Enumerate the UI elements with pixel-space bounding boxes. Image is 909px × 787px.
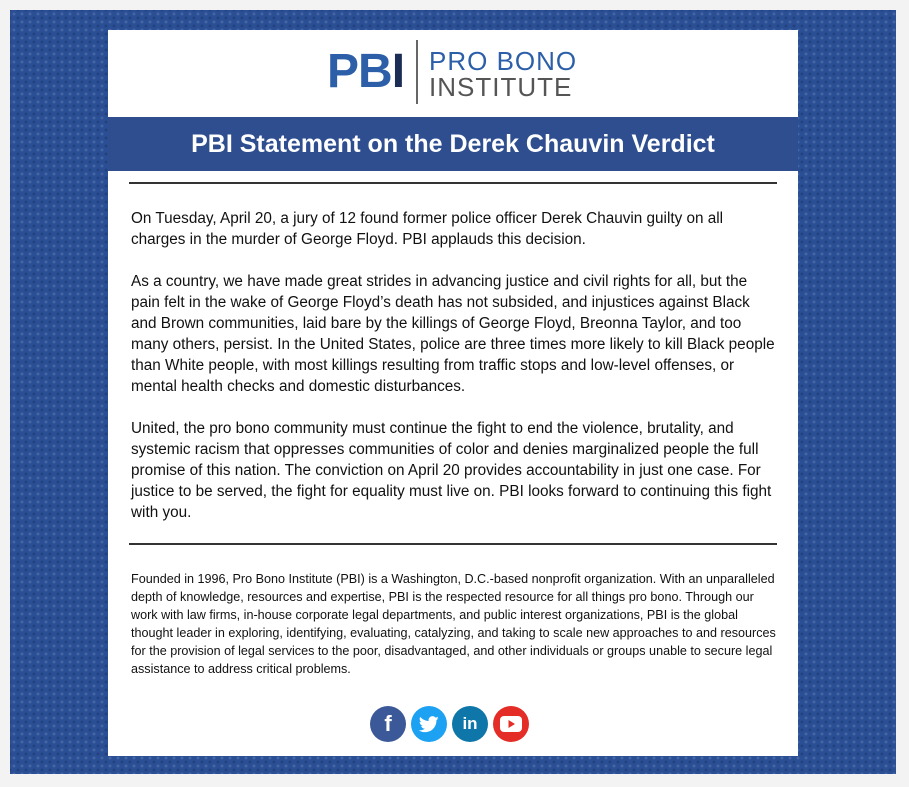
page-title: PBI Statement on the Derek Chauvin Verdict [108, 117, 798, 171]
about-pbi-text: Founded in 1996, Pro Bono Institute (PBI) is a Washington, D.C.-based nonprofit organization. With an unparalleled depth of knowledge, resources and expertise, PBI is the respected resource for all things pro bono. Through our work with law firms, in-house corporate legal departments, and public interest organizations, PBI is the global thought leader in exploring, identifying, evaluating, catalyzing, and taking to scale new approaches to and resources for the provision of legal services to the poor, disadvantaged, and other individuals or groups unable to secure legal assistance to address critical problems. [131, 572, 776, 676]
paragraph: As a country, we have made great strides in advancing justice and civil rights for all, but the pain felt in the wake of George Floyd’s death has not subsided, and injustices against Black and Brown communities, laid bare by the killings of George Floyd, Breonna Taylor, and too many others, persist. In the United States, police are three times more likely to kill Black people than White people, with most killings resulting from traffic stops and low-level offenses, or mental health checks and domestic disturbances. [131, 273, 775, 395]
linkedin-icon[interactable] [452, 706, 488, 742]
social-links [370, 706, 540, 742]
facebook-glyph: f [384, 711, 392, 736]
paragraph: United, the pro bono community must continue the fight to end the violence, brutality, and systemic racism that oppresses communities of color and denies marginalized people the full promise of this nation. The conviction on April 20 provides accountability in just one case. For justice to be served, the fight for equality must live on. PBI looks forward to continuing this fight with you. [131, 420, 772, 521]
logo-line-pro-bono: PRO BONO [429, 46, 578, 76]
logo-wordmark [429, 48, 577, 100]
logo-line-institute: INSTITUTE [429, 72, 573, 102]
youtube-play-icon [500, 716, 522, 732]
twitter-bird-icon [419, 716, 439, 733]
linkedin-glyph: in [462, 714, 478, 733]
twitter-icon[interactable] [411, 706, 447, 742]
logo-mark [327, 44, 404, 100]
divider-bottom [129, 543, 777, 545]
divider-top [129, 182, 777, 184]
paragraph: On Tuesday, April 20, a jury of 12 found former police officer Derek Chauvin guilty on all charges in the murder of George Floyd. PBI applauds this decision. [131, 210, 724, 248]
pbi-logo [108, 30, 798, 117]
youtube-icon[interactable] [493, 706, 529, 742]
statement-body [131, 208, 779, 544]
email-card [108, 30, 798, 756]
logo-divider [416, 40, 418, 104]
email-background-frame [10, 10, 896, 774]
logo-mark-text: PBI [327, 45, 405, 98]
facebook-icon[interactable] [370, 706, 406, 742]
